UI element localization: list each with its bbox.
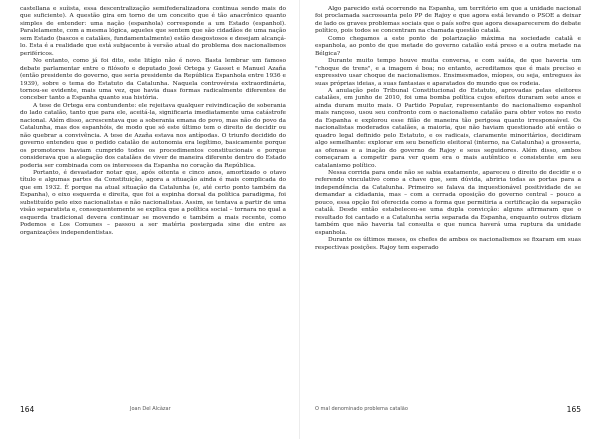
paragraph: Como chegamos a este ponto de polarização máxima na sociedade catalã e espanhola, ao ponto de que metade do governo catalão está preso e a outra metade na Bélgica? [315,35,581,57]
right-page-footer [315,405,581,415]
paragraph: No entanto, como já foi dito, este litígio não é novo. Basta lembrar um famoso debate parlamentar entre o filósofo e deputado José Ortega y Gasset e Manuel Azaña (então presidente do governo, que seria presidente da República Espanhola entre 1936 e 1939), sobre o tema do Estatuto da Catalunha. Naquela controvérsia extraordinária, tornou-se evidente, mais uma vez, que havia duas formas radicalmente diferentes de conceber tanto a Espanha quanto sua história. [20,58,286,102]
page-number: 165 [566,405,581,414]
paragraph: Portanto, é devastador notar que, após oitenta e cinco anos, amortizado o otavo título e algumas partes da Constituição, agora a situação ainda é mais complicada do que em 1932. É porque na atual situação da Catalunha (e, até certo ponto também da Espanha), o eixo esquerda e direita, que foi a espinha dorsal da política paradigma, foi substituído pelo eixo nacionalistas e não nacionalistas. Assim, se tentava a partir de uma visão separatista e, consequentemente se explica que a política social – tornara no qual a esquerda tradicional devera continuar se movendo e também a mais recente, como Podemos e Los Comunes – passou a ser matéria postergada sine die entre as organizações independentistas. [20,169,286,236]
paragraph: castellana e suíista, essa descentralização semifederalizadora continua sendo mais do que suficiente). A questão gira em torno de um conceito que é tão anacrônico quanto simples de entender: uma nação (espanhola) corresponde a um Estado (espanhol). Paralelamente, com a mesma lógica, aqueles que sentem que são cidadãos de uma nação sem Estado (bascos e catalães, fundamentalmente) estão desgostosos e desejam alcançá-lo. Esta é a realidade que está subjacente à versão atual do problema dos nacionalismos periféricos. [20,6,286,57]
right-page-body [315,6,581,252]
paragraph: Durante muito tempo houve muita conversa, e com saída, de que haveria um "choque de trens", e a imagem é boa; no entanto, acreditamos que é mais preciso e expressivo usar choque de nacionalismos. Ensimesmados, míopes, ou seja, entregues às suas próprias ideias, a suas fantasias e aparatados do mundo que os rodeia. [315,58,581,87]
running-footer: Joan Del Alcàzar [130,406,171,412]
gutter [299,0,300,439]
paragraph: Durante os últimos meses, os chefes de ambos os nacionalismos se fixaram em suas respectivas posições. Rajoy tem esperado [315,237,581,251]
paragraph: Nessa corrida para onde não se sabia exatamente, apareceu o direito de decidir e o referendo vinculativo como a chave que, sem dúvida, abriria todas as portas para a independência da Catalunha. Primeiro se falava da inquestionável positividade de se demandar a cidadania, mas – com a cerrada oposição do governo central – pouco a pouco, essa opção foi oferecida como a forma que permitiria a certificação da separação catalã. Desde então estabeleceu-se uma dupla convicção: alguns afirmaram que o resultado foi cantado e a Catalunha seria separada da Espanha, enquanto outros diziam também que não haveria tal consulta e que nunca haverá uma ruptura da unidade espanhola. [315,169,581,236]
left-page-body [20,6,286,237]
page-number: 164 [20,405,35,414]
left-page-footer [20,405,286,415]
paragraph: Algo parecido está ocorrendo na Espanha, um território em que a unidade nacional foi proclamada sacrossanta pelo PP de Rajoy e que agora está levando o PSOE a deixar de lado os graves problemas sociais que o país sofre que agora desaparecerem do debate político, pois todos se concentram na chamada questão catalã. [315,6,581,35]
running-footer: O mal denominado problema catalão [315,406,408,412]
paragraph: A tese de Ortega era contundente: ele rejeitava qualquer reivindicação de soberania do lado catalão, tanto que para ele, aceitá-la, significaria imediatamente uma catástrofe nacional. Além disso, acrescentava que a soberania emana do povo, mas não do povo da Catalunha, mas dos espanhóis, de modo que só este último tem o direito de decidir ou não quebrar a convivência. A tese de Azaña estava nos antípodas. O triunfo decidido do governo entendeu que o pedido catalão de autonomia era legítimo, basicamente porque os promotores haviam cumprido todos os procedimentos constitucionais e porque considerava que a alegação dos catalães de viver de maneira diferente dentro do Estado poderia ser combinada com os interesses da Espanha no coração da República. [20,102,286,169]
paragraph: A anulação pelo Tribunal Constitucional do Estatuto, aprovadas pelas eleitores catalães, em junho de 2010, foi uma bomba política cujos efeitos duraram sete anos e ainda duram muito mais. O Partido Popular, representante do nacionalismo espanhol mais rançoso, usou seu confronto com o nacionalismo catalão para obter votos no resto da Espanha e explorou esse filão de maneira tão perigosa quanto irresponsável. Os nacionalistas moderados catalães, a maioria, que não haviam questionado até então o quadro legal definido pelo Estatuto, e os radicais, claramente minoritários, decidiram algo semelhante: explorar em seu benefício eleitoral (interno, na Catalunha) a grosseria, as ofensas e a inação do governo de Rajoy e seus seguidores. Além disso, ambos começaram a competir para ver quem era o mais autêntico e consistente em seu catalanismo político. [315,87,581,169]
